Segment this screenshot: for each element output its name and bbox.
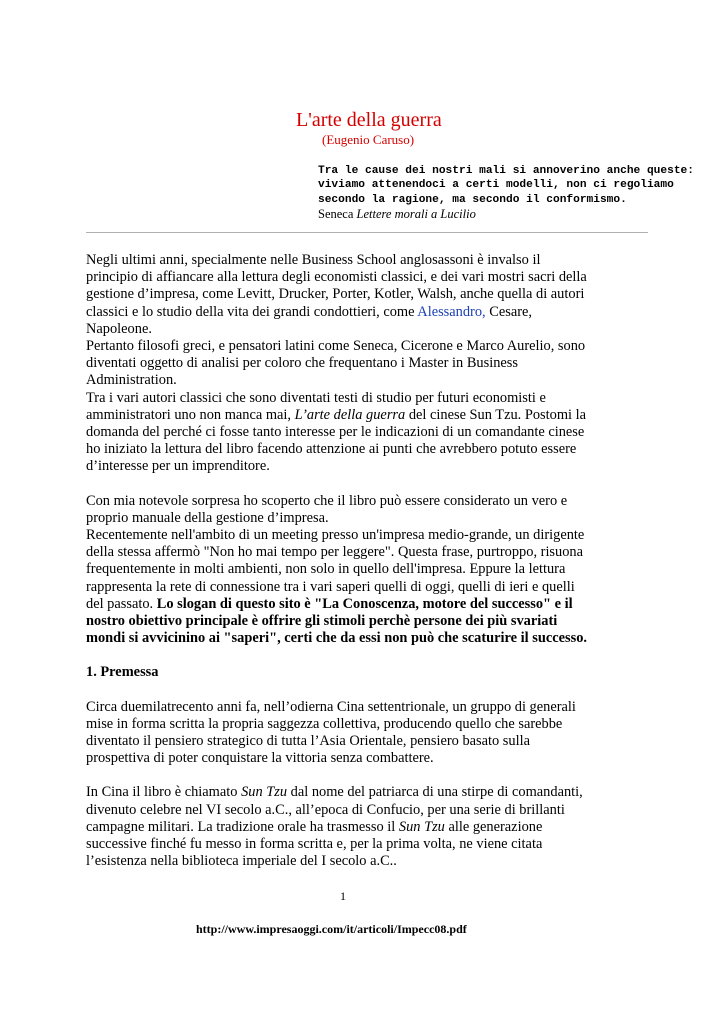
epigraph — [318, 164, 694, 222]
text-line: l’esistenza nella biblioteca imperiale del I secolo a.C.. — [86, 853, 397, 870]
alessandro-link[interactable]: Alessandro, — [417, 303, 486, 320]
text-line: domanda del perché ci fosse tanto interesse per le indicazioni di un comandante cinese — [86, 424, 585, 441]
text-line: proprio manuale della gestione d’impresa. — [86, 509, 329, 526]
text-line: Con mia notevole sorpresa ho scoperto che il libro può essere considerato un vero e — [86, 492, 568, 509]
document-title: L'arte della guerra — [296, 109, 442, 131]
text-line: della stessa affermò "Non ho mai tempo per leggere". Questa frase, purtroppo, risuona — [86, 544, 584, 561]
book-title: L’arte della guerra — [294, 406, 406, 423]
text-line: diventati oggetto di analisi per coloro che frequentano i Master in Business — [86, 355, 519, 372]
text-line: prospettiva di poter conquistare la vittoria senza combattere. — [86, 750, 434, 767]
text-line: gestione d’impresa, come Levitt, Drucker, Porter, Kotler, Walsh, anche quella di autori — [86, 286, 585, 303]
text-line: Administration. — [86, 372, 177, 389]
text-line: Recentemente nell'ambito di un meeting presso un'impresa medio-grande, un dirigente — [86, 527, 585, 544]
epigraph-line: viviamo attenendoci a certi modelli, non ci regoliamo — [318, 179, 674, 192]
text-line: successive finché fu messo in forma scritta e, per la prima volta, ne viene citata — [86, 836, 543, 853]
text-fragment: alle generazione — [444, 818, 543, 835]
section-heading: 1. Premessa — [86, 664, 159, 681]
text-line — [86, 407, 648, 424]
text-line: nostro obiettivo principale è offrire gli stimoli perchè persone dei più svariati — [86, 613, 558, 630]
book-title: Sun Tzu — [398, 818, 445, 835]
text-fragment: del passato. — [86, 595, 157, 612]
text-line: principio di affiancare alla lettura degli economisti classici, e dei vari mostri sacri della — [86, 269, 587, 286]
text-line — [86, 304, 648, 321]
paragraph-gap — [86, 476, 648, 493]
slogan-text: Lo slogan di questo sito è "La Conoscenza, motore del successo" e il — [156, 595, 573, 612]
text-fragment: Cesare, — [485, 303, 532, 320]
text-line: diventato il pensiero strategico di tutta l’Asia Orientale, pensiero basato sulla — [86, 733, 530, 750]
text-line: frequentemente in molti ambienti, non solo in quello dell'impresa. Eppure la lettura — [86, 561, 566, 578]
text-fragment: classici e lo studio della vita dei grandi condottieri, come — [86, 303, 418, 320]
text-fragment: In Cina il libro è chiamato — [86, 784, 242, 801]
footer-url[interactable]: http://www.impresaoggi.com/it/articoli/Impecc08.pdf — [196, 922, 467, 936]
text-line: ho iniziato la lettura del libro facendo attenzione ai punti che avrebbero potuto essere — [86, 441, 577, 458]
header-divider — [86, 232, 648, 233]
text-fragment: campagne militari. La tradizione orale ha trasmesso il — [86, 818, 399, 835]
document-author: (Eugenio Caruso) — [322, 132, 415, 147]
text-line: rappresenta la rete di connessione tra i vari saperi quelli di oggi, quelli di ieri e quelli — [86, 578, 575, 595]
text-line: Circa duemilatrecento anni fa, nell’odierna Cina settentrionale, un gruppo di generali — [86, 698, 576, 715]
text-line: mondi si avvicinino ai "saperi", certi che da essi non può che scaturire il successo. — [86, 630, 587, 647]
epigraph-source — [318, 207, 658, 222]
text-line — [86, 819, 648, 836]
text-fragment: del cinese Sun Tzu. Postomi la — [405, 406, 587, 423]
book-title: Sun Tzu — [241, 784, 288, 801]
paragraph-gap — [86, 682, 648, 699]
text-line: d’interesse per un imprenditore. — [86, 458, 270, 475]
text-line: Tra i vari autori classici che sono diventati testi di studio per futuri economisti e — [86, 389, 546, 406]
body-text — [86, 252, 648, 871]
text-line — [86, 596, 648, 613]
epigraph-source-author: Seneca — [318, 207, 354, 222]
text-fragment: amministratori uno non manca mai, — [86, 406, 295, 423]
epigraph-line: secondo la ragione, ma secondo il conformismo. — [318, 193, 627, 206]
page-number: 1 — [340, 889, 346, 903]
text-line: Negli ultimi anni, specialmente nelle Business School anglosassoni è invalso il — [86, 252, 541, 268]
epigraph-line: Tra le cause dei nostri mali si annoverino anche queste: — [318, 165, 694, 177]
paragraph-gap — [86, 767, 648, 784]
text-line: mise in forma scritta la propria saggezza collettiva, producendo quello che sarebbe — [86, 715, 563, 732]
text-line: Pertanto filosofi greci, e pensatori latini come Seneca, Cicerone e Marco Aurelio, sono — [86, 338, 586, 355]
paragraph-gap — [86, 647, 648, 664]
text-line: Napoleone. — [86, 320, 152, 337]
text-line: divenuto celebre nel VI secolo a.C., all’epoca di Confucio, per una serie di brillanti — [86, 801, 565, 818]
text-fragment: dal nome del patriarca di una stirpe di comandanti, — [287, 784, 583, 801]
epigraph-source-work: Lettere morali a Lucilio — [356, 207, 476, 222]
text-line — [86, 784, 648, 801]
